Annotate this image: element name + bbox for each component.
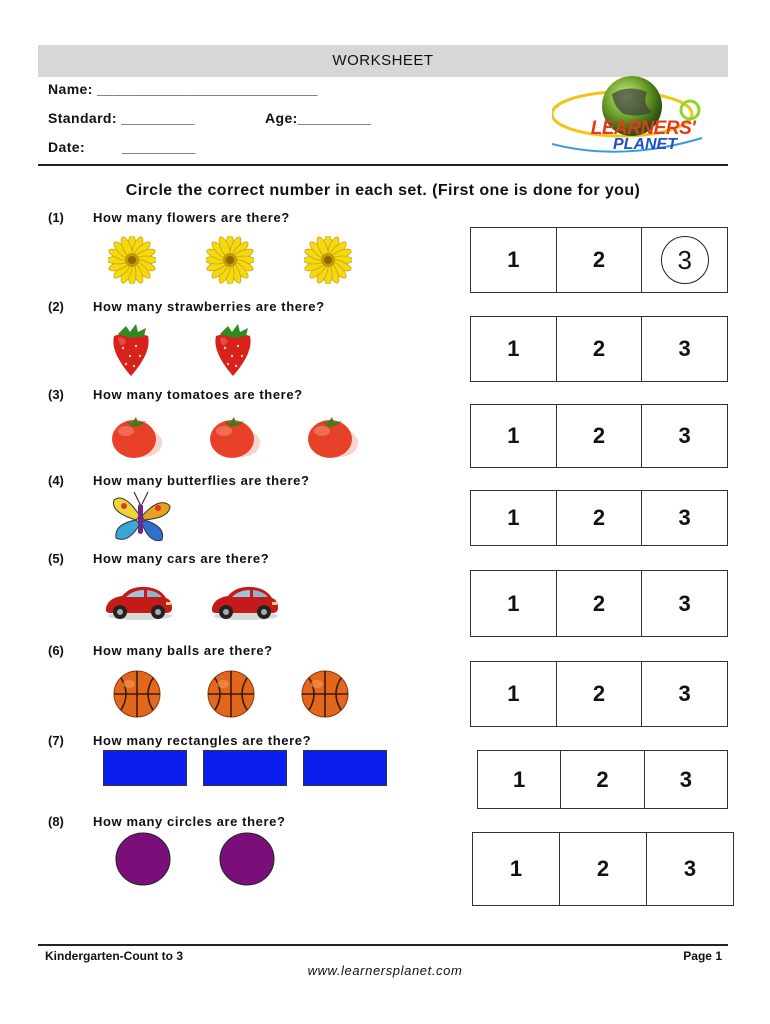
option-2[interactable]: 2 xyxy=(556,491,642,545)
strawberry-icon xyxy=(108,320,154,378)
answer-box-3 xyxy=(470,404,728,468)
circle-icon xyxy=(115,832,171,886)
logo-text-learners: LEARNERS' xyxy=(590,118,696,139)
option-2[interactable]: 2 xyxy=(556,228,642,292)
question-number: (5) xyxy=(48,551,64,566)
question-text: How many cars are there? xyxy=(93,551,270,566)
strawberry-icon xyxy=(210,320,256,378)
option-2[interactable]: 2 xyxy=(556,571,642,636)
question-text: How many rectangles are there? xyxy=(93,733,312,748)
answer-box-6 xyxy=(470,661,728,727)
option-1[interactable]: 1 xyxy=(513,766,526,792)
option-2[interactable]: 2 xyxy=(559,833,646,905)
car-icon xyxy=(208,582,280,622)
option-1[interactable]: 1 xyxy=(507,336,520,361)
picture-row-circles xyxy=(115,832,275,886)
question-text: How many butterflies are there? xyxy=(93,473,310,488)
option-3[interactable]: 3 xyxy=(641,317,727,381)
answer-box-1 xyxy=(470,227,728,293)
question-number: (6) xyxy=(48,643,64,658)
option-3[interactable]: 3 xyxy=(644,751,727,808)
option-1[interactable]: 1 xyxy=(507,505,520,530)
footer-divider xyxy=(38,944,728,946)
picture-row-balls xyxy=(112,668,350,720)
footer-course: Kindergarten-Count to 3 xyxy=(45,949,183,963)
option-3[interactable]: 3 xyxy=(641,491,727,545)
question-text: How many flowers are there? xyxy=(93,210,290,225)
footer-page-number: Page 1 xyxy=(683,949,722,963)
question-text: How many circles are there? xyxy=(93,814,286,829)
option-1[interactable]: 1 xyxy=(507,681,520,706)
option-1[interactable]: 1 xyxy=(507,247,520,272)
answer-box-5 xyxy=(470,570,728,637)
tomato-icon xyxy=(108,411,164,461)
footer-url[interactable]: www.learnersplanet.com xyxy=(307,963,463,978)
instruction-text: Circle the correct number in each set. (First one is done for you) xyxy=(125,182,641,199)
car-icon xyxy=(102,582,174,622)
picture-row-butterflies xyxy=(108,490,174,546)
question-number: (1) xyxy=(48,210,64,225)
rectangle-icon xyxy=(103,750,187,786)
answer-box-7 xyxy=(477,750,728,809)
ball-icon xyxy=(300,669,350,719)
option-3-circled[interactable]: 3 xyxy=(641,228,727,292)
option-3[interactable]: 3 xyxy=(646,833,733,905)
tomato-icon xyxy=(206,411,262,461)
flower-icon xyxy=(304,236,352,284)
tomato-icon xyxy=(304,411,360,461)
question-text: How many strawberries are there? xyxy=(93,299,325,314)
option-2[interactable]: 2 xyxy=(556,662,642,726)
answer-box-4 xyxy=(470,490,728,546)
question-text: How many tomatoes are there? xyxy=(93,387,303,402)
rectangle-icon xyxy=(203,750,287,786)
question-number: (4) xyxy=(48,473,64,488)
standard-field: Standard: _________ xyxy=(48,110,195,126)
ball-icon xyxy=(206,669,256,719)
question-number: (3) xyxy=(48,387,64,402)
date-label: Date: xyxy=(48,139,86,155)
option-2[interactable]: 2 xyxy=(560,751,643,808)
question-number: (2) xyxy=(48,299,64,314)
header-divider xyxy=(38,164,728,166)
option-1[interactable]: 1 xyxy=(507,423,520,448)
age-field: Age:_________ xyxy=(265,110,372,126)
rectangle-icon xyxy=(303,750,387,786)
flower-icon xyxy=(206,236,254,284)
picture-row-tomatoes xyxy=(108,410,360,462)
picture-row-rectangles xyxy=(103,750,387,786)
question-number: (8) xyxy=(48,814,64,829)
picture-row-strawberries xyxy=(108,320,256,378)
option-1[interactable]: 1 xyxy=(507,590,520,616)
answer-box-2 xyxy=(470,316,728,382)
name-field: Name: ___________________________ xyxy=(48,81,319,97)
picture-row-cars xyxy=(102,580,280,624)
question-number: (7) xyxy=(48,733,64,748)
flower-icon xyxy=(108,236,156,284)
worksheet-title: WORKSHEET xyxy=(332,52,434,69)
option-3[interactable]: 3 xyxy=(641,571,727,636)
learners-planet-logo xyxy=(552,74,724,164)
option-3[interactable]: 3 xyxy=(641,662,727,726)
ball-icon xyxy=(112,669,162,719)
answer-box-8 xyxy=(472,832,734,906)
option-1[interactable]: 1 xyxy=(509,856,523,881)
option-3[interactable]: 3 xyxy=(641,405,727,467)
circle-icon xyxy=(219,832,275,886)
question-text: How many balls are there? xyxy=(93,643,273,658)
option-2[interactable]: 2 xyxy=(556,317,642,381)
logo-text-planet: PLANET xyxy=(613,136,677,153)
butterfly-icon xyxy=(108,490,174,546)
date-line: _________ xyxy=(122,139,196,155)
option-2[interactable]: 2 xyxy=(556,405,642,467)
picture-row-flowers xyxy=(108,234,352,286)
